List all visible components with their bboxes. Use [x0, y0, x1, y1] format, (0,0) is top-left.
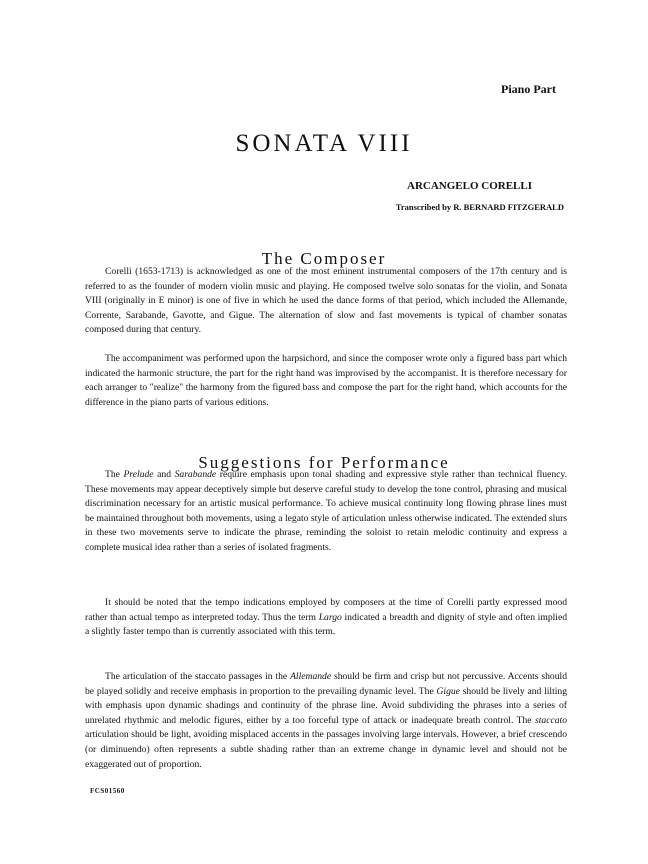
catalog-code: FCS01560 [90, 787, 125, 795]
transcriber-credit: Transcribed by R. BERNARD FITZGERALD [395, 202, 564, 212]
section-heading-performance: Suggestions for Performance [198, 453, 450, 472]
performance-paragraph-1: The Prelude and Sarabande require emphasis upon tonal shading and expressive style rather than technical fluency. These movements may appear deceptively simple but deserve careful study to develop the tone control, phrasing and musical discrimination necessary for an artistic musical performance. To achieve musical continuity long flowing phrase lines must be maintained throughout both movements, using a legato style of articulation unless otherwise indicated. The extended slurs in these two movements serve to indicate the phrase, reminding the soloist to retain melodic continuity and express a complete musical idea rather than a series of isolated fragments. [85, 469, 567, 553]
performance-paragraph-2: It should be noted that the tempo indications employed by composers at the time of Corelli partly expressed mood rather than actual tempo as interpreted today. Thus the term Largo indicated a breadth and dignity of style and often implied a slightly faster tempo than is currently associated with this term. [85, 597, 567, 638]
page-title: SONATA VIII [235, 130, 413, 157]
part-label: Piano Part [501, 82, 556, 96]
composer-paragraph-1: Corelli (1653-1713) is acknowledged as one of the most eminent instrumental composers of the 17th century and is referred to as the founder of modern violin music and playing. He composed twelve solo sonatas for the violin, and Sonata VIII (originally in E minor) is one of five in which he used the dance forms of that period, which included the Allemande, Corrente, Sarabande, Gavotte, and Gigue. The alternation of slow and fast movements is typical of chamber sonatas composed during that century. [85, 266, 567, 336]
composer-name: ARCANGELO CORELLI [407, 180, 532, 192]
section-heading-composer: The Composer [261, 249, 387, 268]
composer-paragraph-2: The accompaniment was performed upon the harpsichord, and since the composer wrote only a figured bass part which indicated the harmonic structure, the part for the right hand was improvised by the accompanist. It is therefore necessary for each arranger to "realize" the harmony from the figured bass and compose the part for the right hand, which accounts for the difference in the piano parts of various editions. [85, 353, 567, 408]
performance-paragraph-3: The articulation of the staccato passages in the Allemande should be firm and crisp but not percussive. Accents should be played solidly and receive emphasis in proportion to the prevailing dynamic level. The Gigue should be lively and lilting with emphasis upon dynamic shadings and continuity of the phrase line. Avoid subdividing the phrases into a series of unrelated rhythmic and melodic figures, either by a too forceful type of attack or inadequate breath control. The staccato articulation should be light, avoiding misplaced accents in the passages involving large intervals. However, a brief crescendo (or diminuendo) often represents a subtle shading rather than an extreme change in dynamic level and should not be exaggerated out of proportion. [85, 671, 567, 770]
